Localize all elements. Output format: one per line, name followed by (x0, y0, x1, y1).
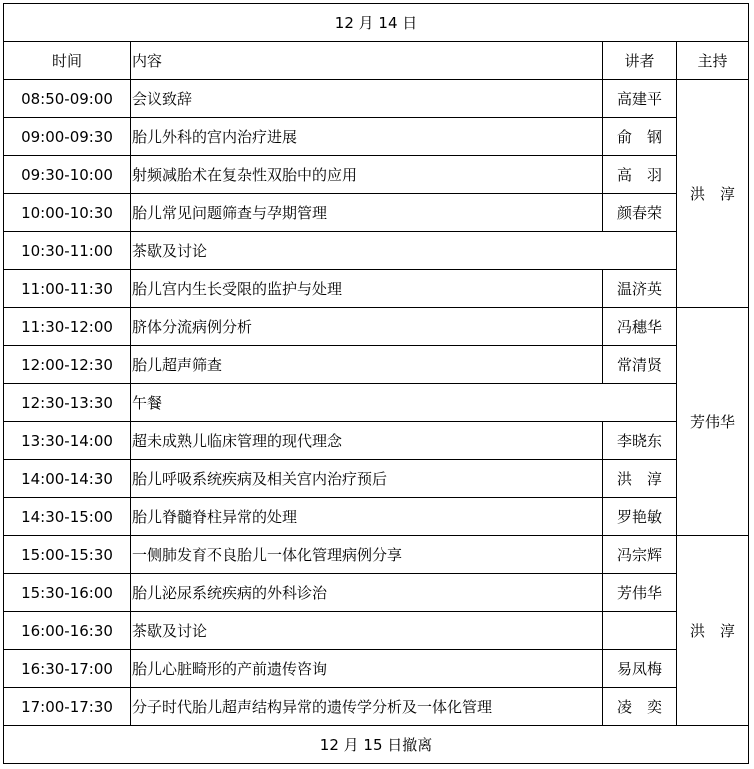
host-cell: 洪 淳 (677, 536, 749, 726)
table-row (4, 194, 749, 232)
speaker-cell: 俞 钢 (603, 118, 677, 156)
table-row (4, 688, 749, 726)
time-cell: 12:30-13:30 (4, 384, 131, 422)
content-cell: 胎儿外科的宫内治疗进展 (131, 118, 603, 156)
speaker-cell: 芳伟华 (603, 574, 677, 612)
table-row (4, 384, 749, 422)
time-cell: 16:30-17:00 (4, 650, 131, 688)
time-cell: 17:00-17:30 (4, 688, 131, 726)
speaker-cell: 凌 奕 (603, 688, 677, 726)
time-cell: 14:30-15:00 (4, 498, 131, 536)
time-cell: 12:00-12:30 (4, 346, 131, 384)
table-row (4, 232, 749, 270)
speaker-cell: 李晓东 (603, 422, 677, 460)
time-cell: 09:00-09:30 (4, 118, 131, 156)
footer-note: 12 月 15 日撤离 (4, 726, 749, 764)
content-cell: 一侧肺发育不良胎儿一体化管理病例分享 (131, 536, 603, 574)
time-cell: 15:00-15:30 (4, 536, 131, 574)
speaker-cell: 高 羽 (603, 156, 677, 194)
speaker-cell: 冯宗辉 (603, 536, 677, 574)
content-cell: 超未成熟儿临床管理的现代理念 (131, 422, 603, 460)
speaker-cell (603, 612, 677, 650)
table-row (4, 118, 749, 156)
speaker-cell: 温济英 (603, 270, 677, 308)
time-cell: 13:30-14:00 (4, 422, 131, 460)
content-cell: 胎儿呼吸系统疾病及相关宫内治疗预后 (131, 460, 603, 498)
speaker-cell: 罗艳敏 (603, 498, 677, 536)
table-row (4, 156, 749, 194)
column-header-content: 内容 (131, 42, 603, 80)
content-cell: 分子时代胎儿超声结构异常的遗传学分析及一体化管理 (131, 688, 603, 726)
speaker-cell: 洪 淳 (603, 460, 677, 498)
content-cell: 胎儿宫内生长受限的监护与处理 (131, 270, 603, 308)
schedule-table (3, 3, 749, 764)
speaker-cell: 易凤梅 (603, 650, 677, 688)
content-cell: 会议致辞 (131, 80, 603, 118)
time-cell: 10:00-10:30 (4, 194, 131, 232)
speaker-cell: 颜春荣 (603, 194, 677, 232)
table-row (4, 498, 749, 536)
content-cell: 胎儿常见问题筛查与孕期管理 (131, 194, 603, 232)
content-cell: 射频减胎术在复杂性双胎中的应用 (131, 156, 603, 194)
content-cell: 胎儿脊髓脊柱异常的处理 (131, 498, 603, 536)
time-cell: 14:00-14:30 (4, 460, 131, 498)
host-cell: 芳伟华 (677, 308, 749, 536)
content-cell: 脐体分流病例分析 (131, 308, 603, 346)
column-header-time: 时间 (4, 42, 131, 80)
table-row (4, 650, 749, 688)
column-header-host: 主持 (677, 42, 749, 80)
table-row (4, 460, 749, 498)
content-cell: 茶歇及讨论 (131, 232, 677, 270)
table-row (4, 574, 749, 612)
footer-row (4, 726, 749, 764)
column-header-row (4, 42, 749, 80)
time-cell: 16:00-16:30 (4, 612, 131, 650)
date-header: 12 月 14 日 (4, 4, 749, 42)
speaker-cell: 常清贤 (603, 346, 677, 384)
content-cell: 午餐 (131, 384, 677, 422)
time-cell: 08:50-09:00 (4, 80, 131, 118)
table-row (4, 422, 749, 460)
time-cell: 11:30-12:00 (4, 308, 131, 346)
speaker-cell: 高建平 (603, 80, 677, 118)
time-cell: 10:30-11:00 (4, 232, 131, 270)
table-row (4, 612, 749, 650)
table-row (4, 80, 749, 118)
table-row (4, 270, 749, 308)
time-cell: 11:00-11:30 (4, 270, 131, 308)
content-cell: 茶歇及讨论 (131, 612, 603, 650)
speaker-cell: 冯穗华 (603, 308, 677, 346)
date-header-row (4, 4, 749, 42)
column-header-speaker: 讲者 (603, 42, 677, 80)
content-cell: 胎儿心脏畸形的产前遗传咨询 (131, 650, 603, 688)
content-cell: 胎儿超声筛查 (131, 346, 603, 384)
content-cell: 胎儿泌尿系统疾病的外科诊治 (131, 574, 603, 612)
host-cell: 洪 淳 (677, 80, 749, 308)
table-row (4, 346, 749, 384)
time-cell: 09:30-10:00 (4, 156, 131, 194)
table-row (4, 308, 749, 346)
table-row (4, 536, 749, 574)
time-cell: 15:30-16:00 (4, 574, 131, 612)
